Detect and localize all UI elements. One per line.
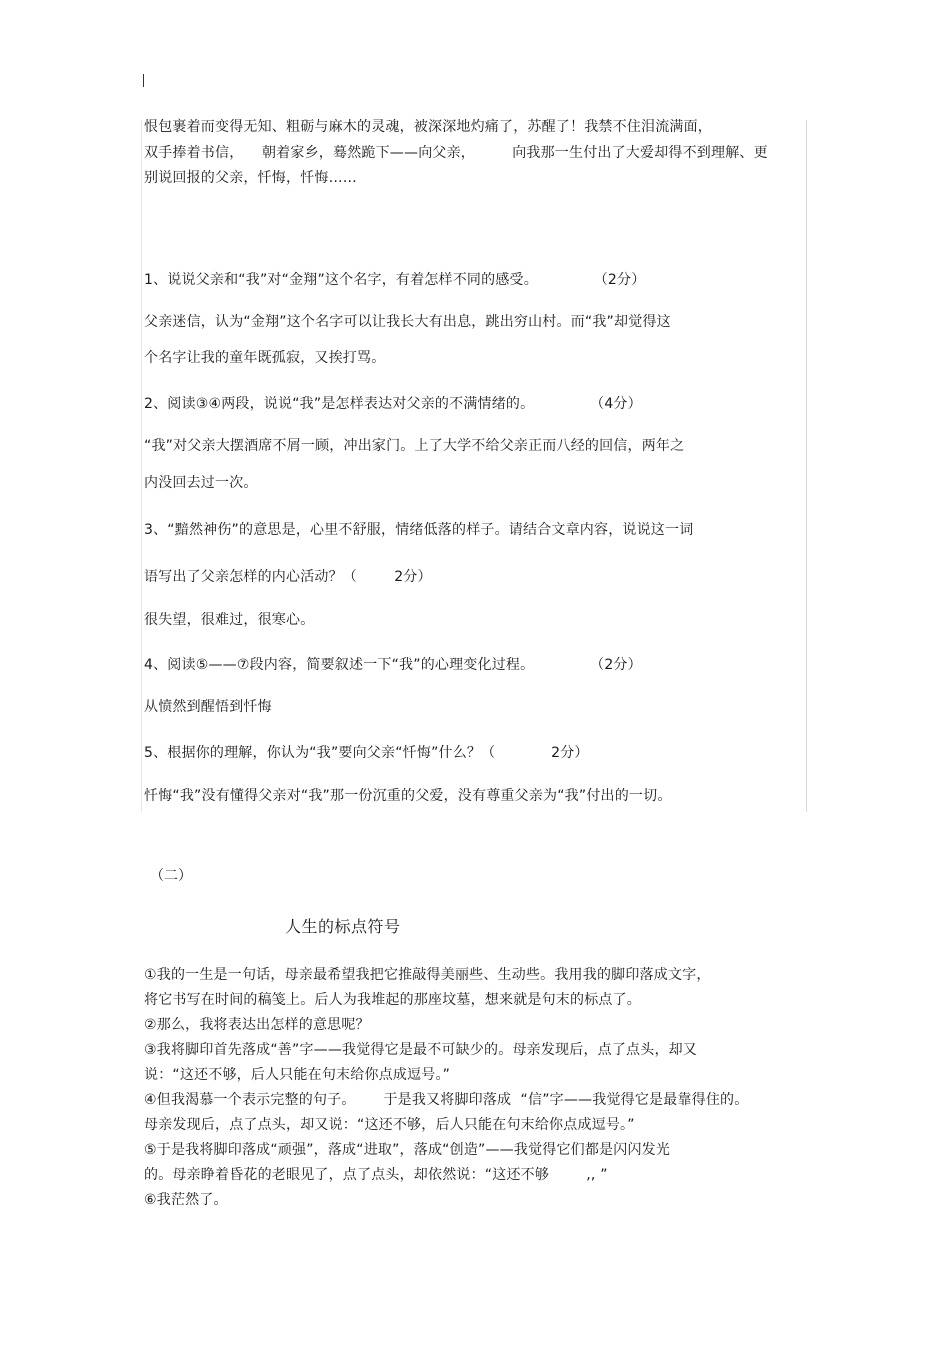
question-5: 5、根据你的理解，你认为“我”要向父亲“忏悔”什么？（ 2分） <box>144 745 589 761</box>
answer-2-line: “我”对父亲大摆酒席不屑一顾，冲出家门。上了大学不给父亲正而八经的回信，两年之 <box>144 438 685 454</box>
frame-border-right <box>806 120 807 812</box>
article-line: ①我的一生是一句话，母亲最希望我把它推敲得美丽些、生动些。我用我的脚印落成文字， <box>144 967 711 983</box>
cursor-mark <box>143 74 144 87</box>
article-line: ②那么，我将表达出怎样的意思呢？ <box>144 1017 370 1033</box>
question-4: 4、阅读⑤——⑦段内容，简要叙述一下“我”的心理变化过程。 （2分） <box>144 657 642 673</box>
article-title: 人生的标点符号 <box>285 917 401 936</box>
article-line: 母亲发现后，点了点头，却又说：“这还不够，后人只能在句末给你点成逗号。” <box>144 1117 635 1133</box>
article-line: 将它书写在时间的稿笺上。后人为我堆起的那座坟墓，想来就是句末的标点了。 <box>144 992 641 1008</box>
question-3: 3、“黯然神伤”的意思是，心里不舒服，情绪低落的样子。请结合文章内容，说说这一词 <box>144 522 694 538</box>
answer-2-line: 内没回去过一次。 <box>144 475 258 491</box>
answer-4-line: 从愤然到醒悟到忏悔 <box>144 699 272 715</box>
article-line: 说：“这还不够，后人只能在句末给你点成逗号。” <box>144 1067 451 1083</box>
article-line: ④但我渴慕一个表示完整的句子。 于是我又将脚印落成 “信”字——我觉得它是最靠得住的。 <box>144 1092 749 1108</box>
frame-border-left <box>141 120 142 812</box>
question-1: 1、说说父亲和“我”对“金翔”这个名字，有着怎样不同的感受。 （2分） <box>144 272 646 288</box>
passage-line: 双手捧着书信， 朝着家乡，蓦然跪下——向父亲， 向我那一生付出了大爱却得不到理解、更 <box>144 145 768 161</box>
passage-line: 别说回报的父亲，忏悔，忏悔…… <box>144 170 357 186</box>
answer-5-line: 忏悔“我”没有懂得父亲对“我”那一份沉重的父爱，没有尊重父亲为“我”付出的一切。 <box>144 788 672 804</box>
passage-line: 恨包裹着而变得无知、粗砺与麻木的灵魂，被深深地灼痛了，苏醒了！我禁不住泪流满面， <box>144 119 712 135</box>
question-3-cont: 语写出了父亲怎样的内心活动？（ 2分） <box>144 569 432 585</box>
answer-1-line: 父亲迷信，认为“金翔”这个名字可以让我长大有出息，跳出穷山村。而“我”却觉得这 <box>144 314 671 330</box>
answer-1-line: 个名字让我的童年既孤寂，又挨打骂。 <box>144 350 386 366</box>
article-line: ⑤于是我将脚印落成“顽强”，落成“进取”，落成“创造”——我觉得它们都是闪闪发光 <box>144 1142 671 1158</box>
section-label: （二） <box>150 868 192 884</box>
article-line: ③我将脚印首先落成“善”字——我觉得它是最不可缺少的。母亲发现后，点了点头，却又 <box>144 1042 698 1058</box>
article-line: 的。母亲睁着昏花的老眼见了，点了点头，却依然说：“这还不够 ,, ” <box>144 1167 608 1183</box>
question-2: 2、阅读③④两段，说说“我”是怎样表达对父亲的不满情绪的。 （4分） <box>144 396 642 412</box>
answer-3-line: 很失望，很难过，很寒心。 <box>144 612 315 628</box>
article-line: ⑥我茫然了。 <box>144 1192 228 1208</box>
